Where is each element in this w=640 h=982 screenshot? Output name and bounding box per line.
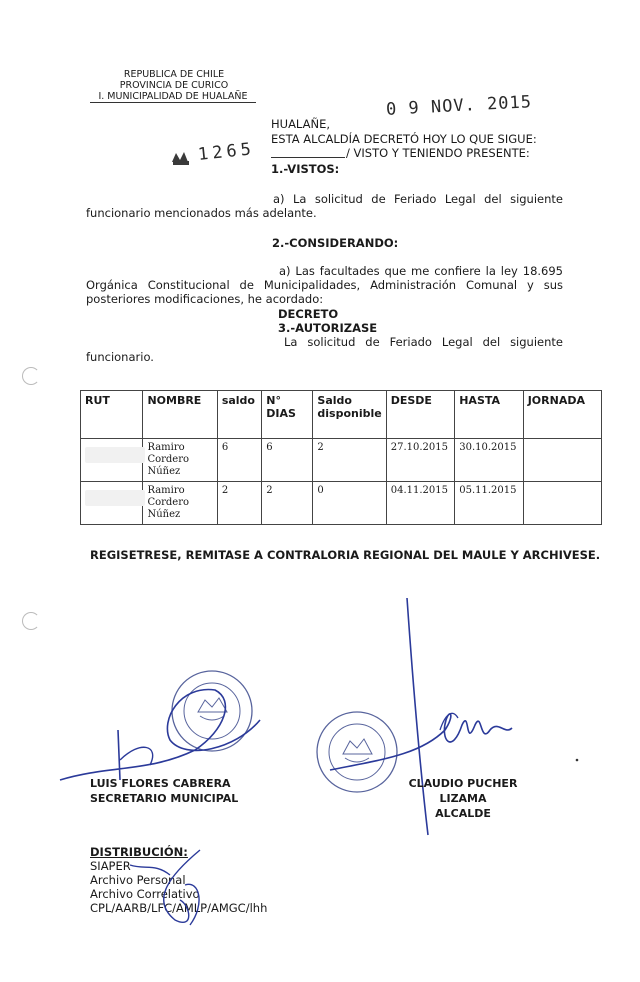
cell-rut	[81, 482, 143, 525]
table-header-row	[81, 391, 602, 439]
initials-scribble-icon	[110, 845, 290, 935]
institution-header	[84, 69, 264, 103]
blank-line	[271, 157, 345, 158]
table-row	[81, 439, 602, 482]
cell-desde: 04.11.2015	[386, 482, 454, 525]
distribution-title: DISTRIBUCIÓN:	[90, 845, 188, 859]
vistos-a-first: a) La solicitud de Feriado Legal del siguiente	[273, 192, 563, 206]
considerando-a-first: a) Las facultades que me confiere la ley 18.695	[279, 264, 563, 278]
cell-hasta: 05.11.2015	[455, 482, 523, 525]
cell-dias: 6	[262, 439, 313, 482]
distribution-item: Archivo Correlativo	[90, 887, 200, 901]
cell-nombre: Ramiro Cordero Núñez	[143, 439, 217, 482]
col-nombre: NOMBRE	[143, 391, 217, 439]
cell-disponible: 2	[313, 439, 386, 482]
vacation-table	[80, 390, 602, 525]
cell-nombre: Ramiro Cordero Núñez	[143, 482, 217, 525]
header-municipality: I. MUNICIPALIDAD DE HUALAÑE	[90, 91, 256, 103]
stamp-mark-icon	[170, 150, 192, 166]
city-label: HUALAÑE,	[271, 117, 330, 131]
cell-desde: 27.10.2015	[386, 439, 454, 482]
redacted-rut	[85, 490, 145, 506]
signature-artwork	[0, 590, 640, 850]
left-signatory-name: LUIS FLORES CABRERA	[90, 777, 231, 790]
header-province: PROVINCIA DE CURICO	[119, 80, 229, 91]
col-desde: DESDE	[386, 391, 454, 439]
considerando-a-line2: Orgánica Constitucional de Municipalidades, Administración Comunal y sus	[86, 278, 563, 292]
col-saldo: saldo	[217, 391, 261, 439]
col-hasta: HASTA	[455, 391, 523, 439]
punch-hole	[22, 367, 40, 385]
left-signatory-title: SECRETARIO MUNICIPAL	[90, 792, 239, 805]
col-dias: N° DIAS	[262, 391, 313, 439]
right-seal-icon	[317, 712, 397, 792]
considerando-title: 2.-CONSIDERANDO:	[272, 236, 399, 250]
left-signature-icon	[60, 690, 260, 780]
considerando-a-line3: posteriores modificaciones, he acordado:	[86, 292, 324, 306]
right-signatory-title: ALCALDE	[435, 807, 491, 820]
header-country: REPUBLICA DE CHILE	[123, 69, 225, 80]
decree-intro: ESTA ALCALDÍA DECRETÓ HOY LO QUE SIGUE:	[271, 132, 537, 146]
cell-saldo: 6	[217, 439, 261, 482]
table-row	[81, 482, 602, 525]
vistos-a-rest: funcionario mencionados más adelante.	[86, 206, 317, 220]
redacted-rut	[85, 447, 145, 463]
distribution-item: Archivo Personal	[90, 873, 186, 887]
cell-saldo: 2	[217, 482, 261, 525]
autorizase-rest: funcionario.	[86, 350, 154, 364]
right-signatory	[388, 776, 538, 821]
closing-statement: REGISETRESE, REMITASE A CONTRALORIA REGIONAL DEL MAULE Y ARCHIVESE.	[90, 548, 601, 562]
col-saldo-disponible: Saldo disponible	[313, 391, 386, 439]
decree-number-stamp: 1265	[197, 139, 256, 165]
date-stamp: 0 9 NOV. 2015	[385, 92, 533, 120]
autorizase-title: 3.-AUTORIZASE	[278, 321, 378, 335]
decreto-title: DECRETO	[278, 307, 339, 321]
cell-hasta: 30.10.2015	[455, 439, 523, 482]
cell-jornada	[523, 439, 601, 482]
left-signatory	[90, 776, 238, 806]
left-seal-icon	[172, 671, 252, 751]
cell-dias: 2	[262, 482, 313, 525]
autorizase-first: La solicitud de Feriado Legal del siguiente	[284, 335, 563, 349]
right-signatory-name: CLAUDIO PUCHER LIZAMA	[408, 777, 518, 805]
distribution-item: CPL/AARB/LFC/AMLP/AMGC/lhh	[90, 901, 268, 915]
cell-disponible: 0	[313, 482, 386, 525]
vistos-line: / VISTO Y TENIENDO PRESENTE:	[346, 146, 530, 160]
distribution-item: SIAPER	[90, 859, 131, 873]
col-jornada: JORNADA	[523, 391, 601, 439]
cell-jornada	[523, 482, 601, 525]
col-rut: RUT	[81, 391, 143, 439]
cell-rut	[81, 439, 143, 482]
vistos-title: 1.-VISTOS:	[271, 162, 340, 176]
